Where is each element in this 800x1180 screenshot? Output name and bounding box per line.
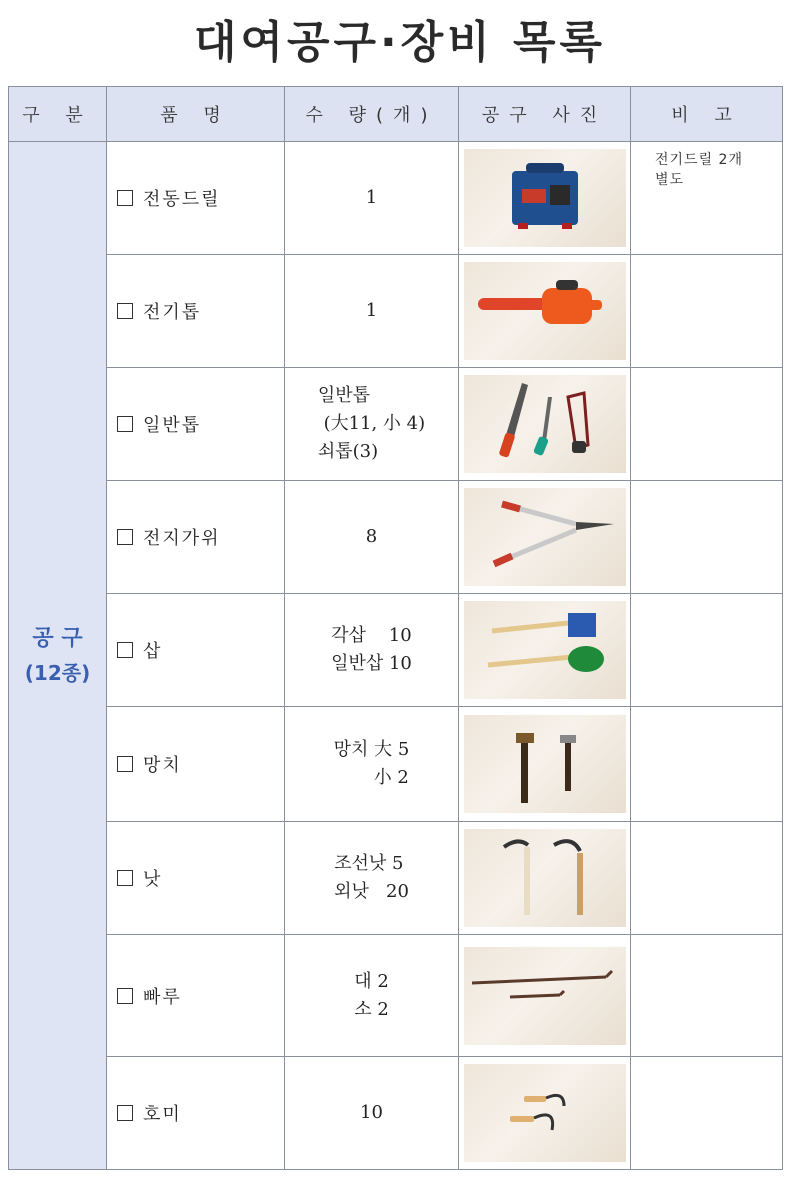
item-name-cell — [107, 707, 285, 822]
table-row — [9, 935, 783, 1057]
table-row — [9, 255, 783, 368]
item-name-cell — [107, 368, 285, 481]
item-name-cell — [107, 255, 285, 368]
quantity: 망치 大 5 小 2 — [333, 739, 410, 788]
checkbox[interactable] — [117, 642, 133, 658]
quantity-cell — [285, 1057, 459, 1170]
table-row — [9, 707, 783, 822]
quantity: 1 — [365, 187, 378, 208]
item-name: 전지가위 — [143, 528, 221, 549]
checkbox[interactable] — [117, 988, 133, 1004]
header-category: 구 분 — [9, 87, 107, 142]
remarks-cell — [631, 255, 783, 368]
table-row — [9, 481, 783, 594]
equipment-table — [8, 86, 783, 1170]
quantity-cell — [285, 368, 459, 481]
remarks-cell — [631, 142, 783, 255]
quantity: 8 — [365, 526, 378, 547]
photo-cell — [459, 822, 631, 935]
remarks-cell — [631, 707, 783, 822]
table-row — [9, 142, 783, 255]
quantity: 10 — [360, 1102, 383, 1123]
checkbox[interactable] — [117, 190, 133, 206]
hedge-shears-icon — [464, 488, 626, 586]
quantity-cell — [285, 142, 459, 255]
quantity-cell — [285, 481, 459, 594]
quantity-cell — [285, 255, 459, 368]
chainsaw-icon — [464, 262, 626, 360]
page-title: 대여공구·장비 목록 — [193, 17, 607, 68]
remarks: 전기드릴 2개 별도 — [655, 152, 743, 188]
quantity-cell — [285, 594, 459, 707]
remarks-cell — [631, 594, 783, 707]
table-row — [9, 1057, 783, 1170]
item-name: 전동드릴 — [143, 189, 221, 210]
item-name: 전기톱 — [143, 302, 202, 323]
item-name-cell — [107, 594, 285, 707]
hoes-icon — [464, 1064, 626, 1162]
item-name: 일반톱 — [143, 415, 202, 436]
item-name-cell — [107, 142, 285, 255]
remarks-cell — [631, 1057, 783, 1170]
table-row — [9, 594, 783, 707]
item-name-cell — [107, 1057, 285, 1170]
photo-cell — [459, 142, 631, 255]
table-row — [9, 368, 783, 481]
item-name-cell — [107, 822, 285, 935]
checkbox[interactable] — [117, 1105, 133, 1121]
quantity: 1 — [365, 300, 378, 321]
quantity: 각삽 10 일반삽 10 — [331, 625, 412, 674]
quantity-cell — [285, 822, 459, 935]
photo-cell — [459, 594, 631, 707]
crowbars-icon — [464, 947, 626, 1045]
remarks-cell — [631, 822, 783, 935]
quantity-cell — [285, 707, 459, 822]
photo-cell — [459, 255, 631, 368]
item-name: 빠루 — [143, 986, 182, 1008]
item-name: 호미 — [143, 1104, 182, 1125]
header-remarks: 비 고 — [631, 87, 783, 142]
remarks-cell — [631, 935, 783, 1057]
photo-cell — [459, 935, 631, 1057]
sickles-icon — [464, 829, 626, 927]
shovels-icon — [464, 601, 626, 699]
item-name: 삽 — [143, 641, 163, 662]
hammers-icon — [464, 715, 626, 813]
photo-cell — [459, 1057, 631, 1170]
photo-cell — [459, 707, 631, 822]
item-name: 망치 — [143, 755, 182, 776]
table-row — [9, 822, 783, 935]
quantity: 대 2 소 2 — [354, 970, 389, 1020]
photo-cell — [459, 368, 631, 481]
category-cell — [9, 142, 107, 1170]
checkbox[interactable] — [117, 529, 133, 545]
item-name-cell — [107, 481, 285, 594]
header-quantity: 수 량(개) — [285, 87, 459, 142]
category-count: (12종) — [24, 660, 91, 685]
quantity: 조선낫 5 외낫 20 — [334, 853, 409, 902]
item-name-cell — [107, 935, 285, 1057]
photo-cell — [459, 481, 631, 594]
checkbox[interactable] — [117, 756, 133, 772]
checkbox[interactable] — [117, 416, 133, 432]
quantity: 일반톱 (大11, 小 4) 쇠톱(3) — [317, 385, 426, 462]
remarks-cell — [631, 368, 783, 481]
header-item-name: 품 명 — [107, 87, 285, 142]
quantity-cell — [285, 935, 459, 1057]
item-name: 낫 — [143, 869, 163, 890]
header-row — [9, 87, 783, 142]
power-drill-case-icon — [464, 149, 626, 247]
checkbox[interactable] — [117, 303, 133, 319]
header-photo: 공구 사진 — [459, 87, 631, 142]
hand-saws-icon — [464, 375, 626, 473]
remarks-cell — [631, 481, 783, 594]
checkbox[interactable] — [117, 870, 133, 886]
category-label: 공 구 — [32, 625, 83, 651]
